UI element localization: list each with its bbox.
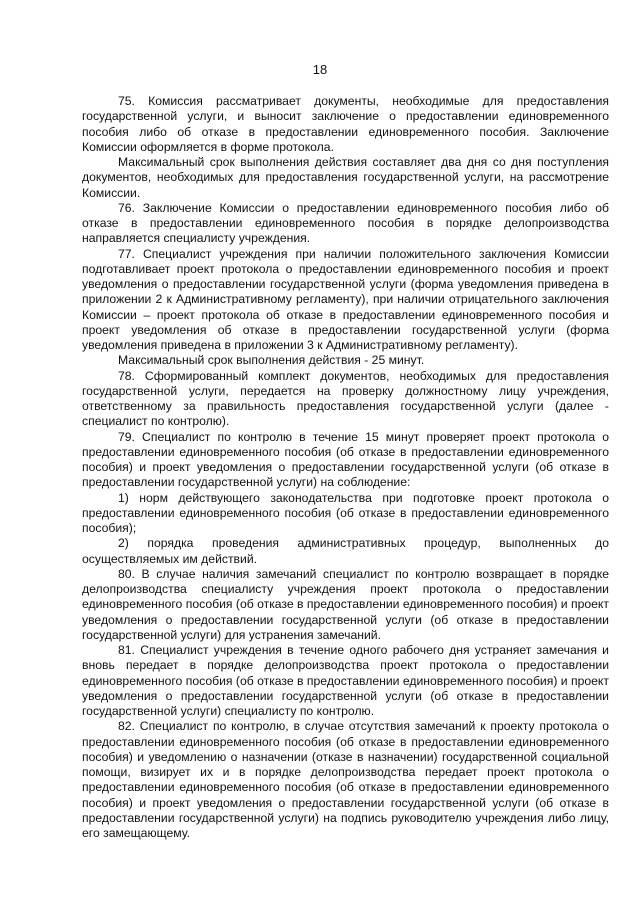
- page-number: 18: [312, 62, 328, 77]
- paragraph-77: 77. Специалист учреждения при наличии положительного заключения Комиссии подготавливает проект протокола о предоставлении единовременного пособия и проект уведомления о предоставлении государственной услуги (форма уведомления приведена в приложении 2 к Административному регламенту), при наличии отрицательного заключения Комиссии – проект протокола об отказе в предоставлении единовременного пособия и проект уведомления об отказе в предоставлении государственной услуги (форма уведомления приведена в приложении 3 к Административному регламенту).: [82, 246, 609, 352]
- paragraph-78: 78. Сформированный комплект документов, необходимых для предоставления государственной услуги, передается на проверку должностному лицу учреждения, ответственному за правильность предоставления государственной услуги (далее - специалист по контролю).: [82, 368, 609, 429]
- paragraph-75-deadline: Максимальный срок выполнения действия составляет два дня со дня поступления документов, необходимых для предоставления государственной услуги, на рассмотрение Комиссии.: [82, 155, 609, 200]
- paragraph-80: 80. В случае наличия замечаний специалист по контролю возвращает в порядке делопроизводства специалисту учреждения проект протокола о предоставлении единовременного пособия (об отказе в предоставлении единовременного пособия) и проект уведомления о предоставлении государственной услуги (об отказе в предоставлении государственной услуги) для устранения замечаний.: [82, 566, 609, 642]
- paragraph-82: 82. Специалист по контролю, в случае отсутствия замечаний к проекту протокола о предоставлении единовременного пособия (об отказе в предоставлении единовременного пособия) и уведомлению о назначении (отказе в назначении) государственной социальной помощи, визирует их и в порядке делопроизводства передает проект протокола о предоставлении единовременного пособия (об отказе в предоставлении единовременного пособия) и проект уведомления о предоставлении государственной услуги (об отказе в предоставлении государственной услуги) на подпись руководителю учреждения либо лицу, его замещающему.: [82, 719, 609, 840]
- paragraph-77-deadline: Максимальный срок выполнения действия - 25 минут.: [118, 353, 425, 368]
- paragraph-81: 81. Специалист учреждения в течение одного рабочего дня устраняет замечания и вновь передает в порядке делопроизводства проект протокола о предоставлении единовременного пособия (об отказе в предоставлении единовременного пособия) и проект уведомления о предоставлении государственной услуги (об отказе в предоставлении государственной услуги) специалисту по контролю.: [82, 643, 609, 718]
- paragraph-79-item-2: 2) порядка проведения административных процедур, выполненных до осуществляемых им действий.: [82, 536, 609, 566]
- paragraph-75: 75. Комиссия рассматривает документы, необходимые для предоставления государственной услуги, и выносит заключение о предоставлении единовременного пособия либо об отказе в предоставлении единовременного пособия. Заключение Комиссии оформляется в форме протокола.: [82, 94, 609, 154]
- paragraph-79-item-1: 1) норм действующего законодательства при подготовке проект протокола о предоставлении единовременного пособия (об отказе в предоставлении единовременного пособия);: [82, 490, 609, 535]
- paragraph-79: 79. Специалист по контролю в течение 15 минут проверяет проект протокола о предоставлении единовременного пособия (об отказе в предоставлении единовременного пособия) и проект уведомления о предоставлении государственной услуги (об отказе в предоставлении государственной услуги) на соблюдение:: [82, 429, 609, 490]
- document-body: [82, 94, 609, 841]
- paragraph-76: 76. Заключение Комиссии о предоставлении единовременного пособия либо об отказе в предоставлении единовременного пособия в порядке делопроизводства направляется специалисту учреждения.: [82, 200, 609, 246]
